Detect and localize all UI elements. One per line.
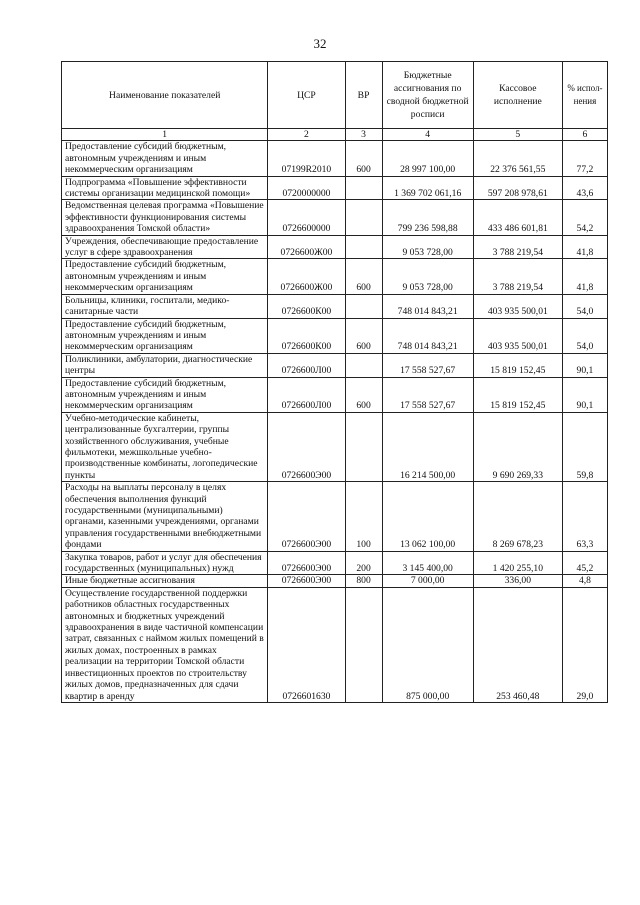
row-plan: 17 558 527,67 bbox=[382, 353, 473, 377]
row-vr bbox=[345, 353, 382, 377]
header-row bbox=[62, 62, 608, 129]
column-number: 1 bbox=[62, 129, 268, 141]
row-plan: 748 014 843,21 bbox=[382, 318, 473, 353]
row-csr: 0726600Э00 bbox=[268, 482, 345, 551]
row-pct: 41,8 bbox=[562, 235, 607, 259]
row-plan: 17 558 527,67 bbox=[382, 377, 473, 412]
row-name: Подпрограмма «Повышение эффективности системы организации медицинской помощи» bbox=[62, 176, 268, 200]
row-exec: 8 269 678,23 bbox=[473, 482, 562, 551]
column-number: 6 bbox=[562, 129, 607, 141]
table-row bbox=[62, 235, 608, 259]
row-csr: 0726601630 bbox=[268, 587, 345, 702]
row-vr: 600 bbox=[345, 377, 382, 412]
row-exec: 1 420 255,10 bbox=[473, 551, 562, 575]
row-name: Предоставление субсидий бюджетным, автономным учреждениям и иным некоммерческим организациям bbox=[62, 141, 268, 176]
row-exec: 15 819 152,45 bbox=[473, 353, 562, 377]
row-vr: 600 bbox=[345, 318, 382, 353]
row-pct: 43,6 bbox=[562, 176, 607, 200]
row-exec: 597 208 978,61 bbox=[473, 176, 562, 200]
row-pct: 4,8 bbox=[562, 575, 607, 587]
row-name: Ведомственная целевая программа «Повышение эффективности функционирования системы здравоохранения Томской области» bbox=[62, 200, 268, 235]
row-pct: 54,0 bbox=[562, 318, 607, 353]
row-exec: 3 788 219,54 bbox=[473, 259, 562, 294]
row-pct: 59,8 bbox=[562, 412, 607, 481]
row-plan: 7 000,00 bbox=[382, 575, 473, 587]
row-exec: 22 376 561,55 bbox=[473, 141, 562, 176]
table-row bbox=[62, 176, 608, 200]
header-exec: Кассовое исполнение bbox=[473, 62, 562, 129]
table-row bbox=[62, 551, 608, 575]
row-csr: 0726600Э00 bbox=[268, 575, 345, 587]
row-vr: 600 bbox=[345, 141, 382, 176]
column-number: 3 bbox=[345, 129, 382, 141]
row-csr: 0726600Л00 bbox=[268, 353, 345, 377]
row-vr bbox=[345, 587, 382, 702]
table-row bbox=[62, 259, 608, 294]
row-plan: 9 053 728,00 bbox=[382, 259, 473, 294]
row-exec: 403 935 500,01 bbox=[473, 294, 562, 318]
row-plan: 9 053 728,00 bbox=[382, 235, 473, 259]
header-pct: % испол-нения bbox=[562, 62, 607, 129]
row-vr: 800 bbox=[345, 575, 382, 587]
header-name: Наименование показателей bbox=[62, 62, 268, 129]
row-exec: 15 819 152,45 bbox=[473, 377, 562, 412]
row-csr: 0726600Ж00 bbox=[268, 259, 345, 294]
column-number: 4 bbox=[382, 129, 473, 141]
row-csr: 0726600К00 bbox=[268, 318, 345, 353]
table-row bbox=[62, 200, 608, 235]
row-name: Учреждения, обеспечивающие предоставление услуг в сфере здравоохранения bbox=[62, 235, 268, 259]
row-name: Закупка товаров, работ и услуг для обеспечения государственных (муниципальных) нужд bbox=[62, 551, 268, 575]
table-row bbox=[62, 141, 608, 176]
row-pct: 63,3 bbox=[562, 482, 607, 551]
table-row bbox=[62, 575, 608, 587]
row-name: Расходы на выплаты персоналу в целях обеспечения выполнения функций государственными (муниципальными) органами, казенными учреждениями, органами управления государственными внебюджетными фондами bbox=[62, 482, 268, 551]
table-row bbox=[62, 318, 608, 353]
row-vr: 600 bbox=[345, 259, 382, 294]
row-pct: 54,2 bbox=[562, 200, 607, 235]
row-vr: 200 bbox=[345, 551, 382, 575]
row-exec: 3 788 219,54 bbox=[473, 235, 562, 259]
column-number-row bbox=[62, 129, 608, 141]
row-name: Предоставление субсидий бюджетным, автономным учреждениям и иным некоммерческим организациям bbox=[62, 259, 268, 294]
row-vr bbox=[345, 294, 382, 318]
row-exec: 433 486 601,81 bbox=[473, 200, 562, 235]
column-number: 2 bbox=[268, 129, 345, 141]
row-plan: 799 236 598,88 bbox=[382, 200, 473, 235]
row-plan: 13 062 100,00 bbox=[382, 482, 473, 551]
row-name: Предоставление субсидий бюджетным, автономным учреждениям и иным некоммерческим организациям bbox=[62, 318, 268, 353]
row-vr bbox=[345, 200, 382, 235]
row-csr: 0720000000 bbox=[268, 176, 345, 200]
budget-table bbox=[61, 61, 608, 703]
row-pct: 77,2 bbox=[562, 141, 607, 176]
row-name: Осуществление государственной поддержки работников областных государственных автономных и бюджетных учреждений здравоохранения в виде частичной компенсации затрат, связанных с наймом жилых помещений в жилых домах, построенных в рамках реализации на территории Томской области инвестиционных проектов по строительству жилых домов, предназначенных для сдачи квартир в аренду bbox=[62, 587, 268, 702]
row-vr: 100 bbox=[345, 482, 382, 551]
row-plan: 875 000,00 bbox=[382, 587, 473, 702]
table-row bbox=[62, 294, 608, 318]
table-row bbox=[62, 587, 608, 702]
table-row bbox=[62, 482, 608, 551]
column-number: 5 bbox=[473, 129, 562, 141]
row-vr bbox=[345, 412, 382, 481]
row-plan: 3 145 400,00 bbox=[382, 551, 473, 575]
row-plan: 748 014 843,21 bbox=[382, 294, 473, 318]
row-pct: 45,2 bbox=[562, 551, 607, 575]
row-csr: 0726600Э00 bbox=[268, 412, 345, 481]
header-vr: ВР bbox=[345, 62, 382, 129]
row-exec: 253 460,48 bbox=[473, 587, 562, 702]
row-pct: 54,0 bbox=[562, 294, 607, 318]
table-row bbox=[62, 377, 608, 412]
row-csr: 07199R2010 bbox=[268, 141, 345, 176]
row-pct: 90,1 bbox=[562, 377, 607, 412]
row-plan: 28 997 100,00 bbox=[382, 141, 473, 176]
row-csr: 0726600Ж00 bbox=[268, 235, 345, 259]
row-plan: 1 369 702 061,16 bbox=[382, 176, 473, 200]
row-csr: 0726600Э00 bbox=[268, 551, 345, 575]
row-name: Учебно-методические кабинеты, централизованные бухгалтерии, группы хозяйственного обслуживания, учебные фильмотеки, межшкольные учебно-производственные комбинаты, логопедические пункты bbox=[62, 412, 268, 481]
row-name: Предоставление субсидий бюджетным, автономным учреждениям и иным некоммерческим организациям bbox=[62, 377, 268, 412]
table-row bbox=[62, 412, 608, 481]
row-name: Иные бюджетные ассигнования bbox=[62, 575, 268, 587]
table-row bbox=[62, 353, 608, 377]
row-pct: 29,0 bbox=[562, 587, 607, 702]
row-exec: 9 690 269,33 bbox=[473, 412, 562, 481]
row-pct: 90,1 bbox=[562, 353, 607, 377]
page-number: 32 bbox=[313, 36, 327, 51]
header-plan: Бюджетные ассигнования по сводной бюджетной росписи bbox=[382, 62, 473, 129]
row-pct: 41,8 bbox=[562, 259, 607, 294]
row-plan: 16 214 500,00 bbox=[382, 412, 473, 481]
row-name: Больницы, клиники, госпитали, медико-санитарные части bbox=[62, 294, 268, 318]
header-csr: ЦСР bbox=[268, 62, 345, 129]
row-csr: 0726600Л00 bbox=[268, 377, 345, 412]
row-vr bbox=[345, 176, 382, 200]
row-csr: 0726600К00 bbox=[268, 294, 345, 318]
row-name: Поликлиники, амбулатории, диагностические центры bbox=[62, 353, 268, 377]
row-exec: 403 935 500,01 bbox=[473, 318, 562, 353]
row-csr: 0726600000 bbox=[268, 200, 345, 235]
row-vr bbox=[345, 235, 382, 259]
row-exec: 336,00 bbox=[473, 575, 562, 587]
